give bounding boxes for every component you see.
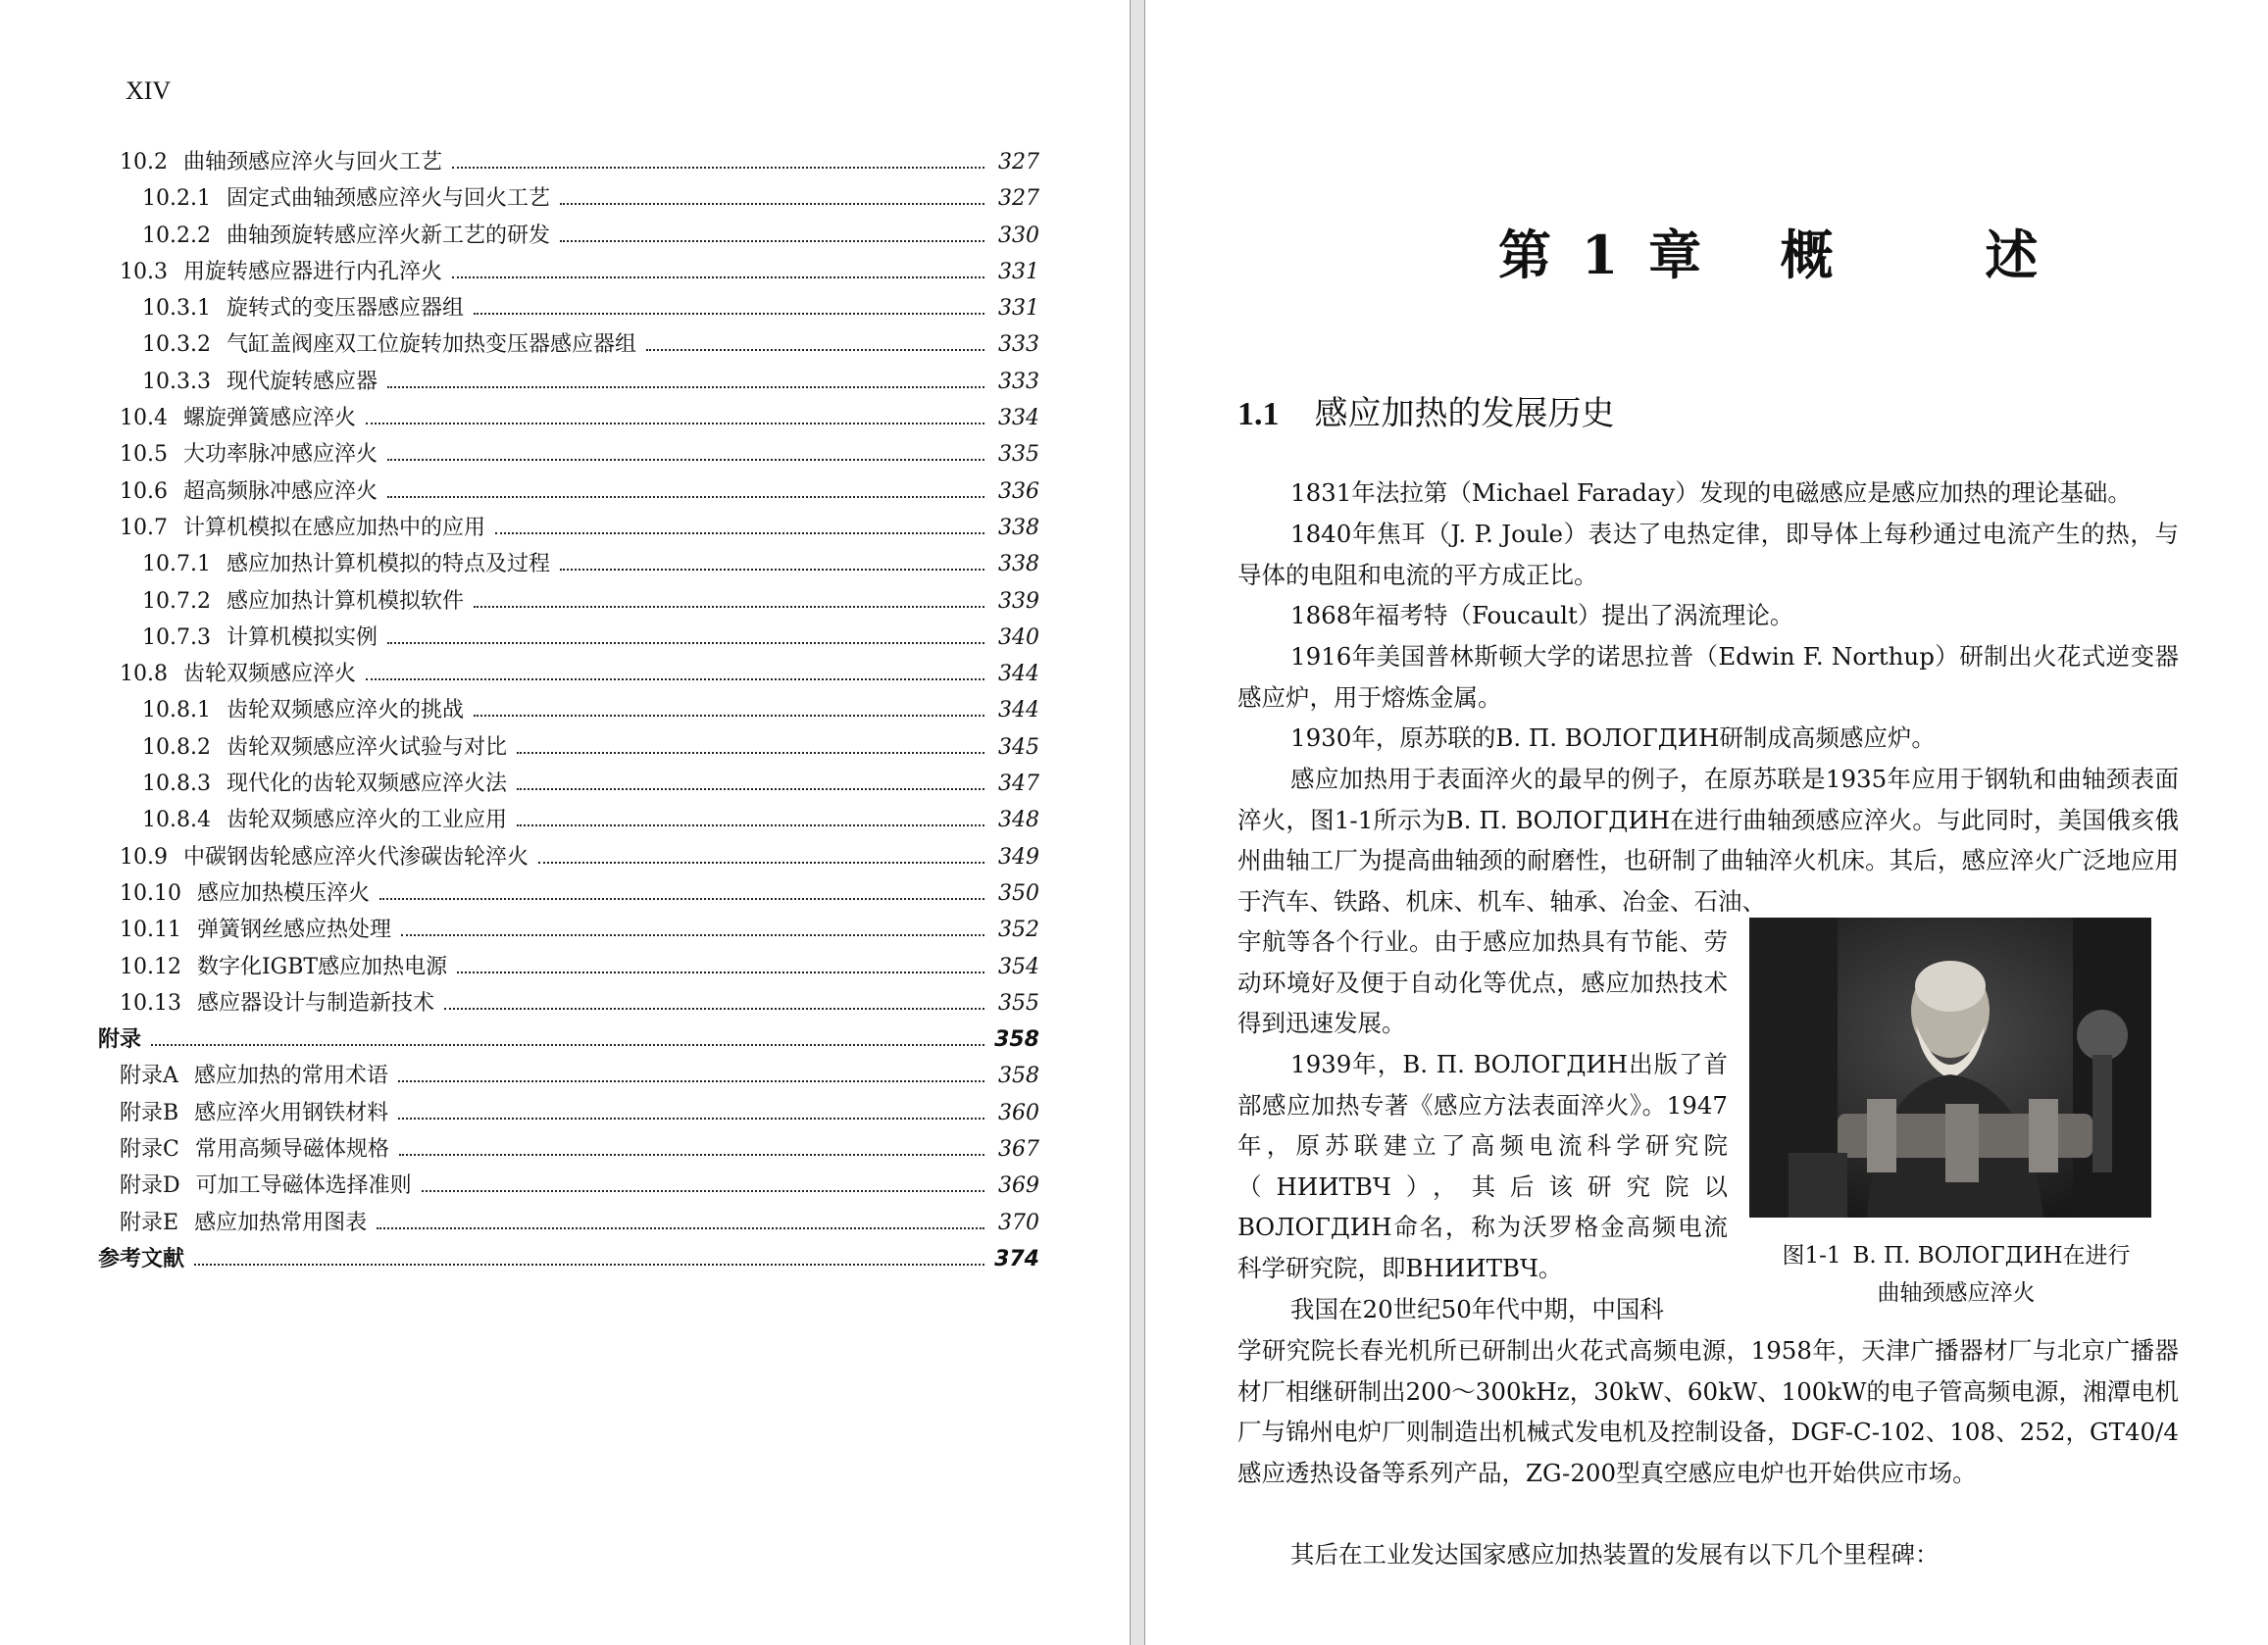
toc-leader-dots [422, 1190, 984, 1192]
toc-entry [98, 730, 1039, 767]
toc-entry-page: 338 [998, 552, 1039, 577]
toc-leader-dots [517, 788, 984, 790]
toc-entry-page: 349 [998, 844, 1039, 870]
chapter-title: 第 1 章 概 述 [1498, 224, 2044, 286]
toc-entry-page: 327 [998, 186, 1039, 212]
toc-entry-title: 感应加热计算机模拟的特点及过程 [226, 552, 550, 577]
paragraph-china-start: 我国在20世纪50年代中期，中国科 [1290, 1295, 1664, 1323]
toc-entry-page: 355 [998, 990, 1039, 1016]
paragraph-northup: 1916年美国普林斯顿大学的诺思拉普（Edwin F. Northup）研制出火花式逆变器感应炉，用于熔炼金属。 [1237, 642, 2179, 712]
toc-entry-page: 327 [998, 150, 1039, 174]
toc-entry-number: 10.5 [120, 442, 168, 468]
toc-leader-dots [474, 715, 984, 717]
toc-leader-dots [474, 606, 984, 608]
toc-entry [98, 437, 1039, 474]
toc-entry [98, 255, 1039, 291]
toc-leader-dots [452, 276, 984, 278]
toc-leader-dots [399, 1154, 984, 1156]
paragraph-1930: 1930年，原苏联的B. П. ВОЛОГДИН研制成高频感应炉。 [1290, 723, 1936, 752]
toc-leader-dots [387, 496, 984, 498]
toc-entry [98, 474, 1039, 511]
toc-entry-number: 10.4 [120, 406, 168, 431]
toc-leader-dots [646, 349, 984, 351]
toc-entry [98, 950, 1039, 986]
toc-leader-dots [194, 1264, 984, 1266]
toc-entry-title: 常用高频导磁体规格 [194, 1137, 389, 1163]
toc-entry [98, 840, 1039, 876]
toc-entry-number: 10.3.2 [142, 332, 211, 358]
toc-entry-number: 10.3.1 [142, 296, 211, 322]
toc-entry-number: 附录D [120, 1173, 180, 1199]
toc-entry-page: 334 [998, 406, 1039, 431]
toc-entry-number: 10.9 [120, 844, 168, 870]
toc-entry-title: 固定式曲轴颈感应淬火与回火工艺 [226, 186, 550, 212]
toc-entry-number: 10.8.3 [142, 772, 211, 797]
toc-entry [98, 584, 1039, 621]
toc-entry-number: 附录A [120, 1064, 178, 1089]
paragraph-milestones: 其后在工业发达国家感应加热装置的发展有以下几个里程碑： [1290, 1540, 1940, 1569]
toc-entry-title: 数字化IGBT感应加热电源 [196, 954, 448, 979]
toc-entry-page: 345 [998, 734, 1039, 760]
toc-entry-number: 附录E [120, 1210, 179, 1235]
toc-entry-page: 369 [998, 1173, 1039, 1199]
toc-entry-page: 331 [998, 296, 1039, 322]
toc-entry-title: 曲轴颈感应淬火与回火工艺 [182, 150, 442, 174]
toc-entry [98, 511, 1039, 547]
toc-entry [98, 365, 1039, 401]
toc-entry-page: 358 [998, 1064, 1039, 1089]
toc-entry [98, 1059, 1039, 1095]
toc-entry [98, 621, 1039, 657]
toc-entry-title: 参考文献 [98, 1246, 185, 1271]
toc-leader-dots [517, 752, 984, 754]
toc-leader-dots [151, 1044, 984, 1046]
toc-entry [98, 657, 1039, 693]
toc-entry-page: 333 [998, 332, 1039, 358]
left-page [0, 0, 1130, 1645]
toc-entry [98, 913, 1039, 949]
paragraph-foucault: 1868年福考特（Foucault）提出了涡流理论。 [1290, 601, 1794, 629]
toc-entry-title: 现代旋转感应器 [226, 369, 378, 394]
toc-entry-title: 感应加热的常用术语 [193, 1064, 388, 1089]
toc-leader-dots [366, 678, 984, 680]
toc-leader-dots [398, 1080, 984, 1082]
toc-leader-dots [366, 423, 984, 424]
toc-entry-title: 附录 [98, 1027, 142, 1053]
toc-leader-dots [387, 386, 984, 388]
toc-leader-dots [457, 972, 984, 973]
caption-line-1: B. П. ВОЛОГДИН在进行 [1852, 1243, 2131, 1269]
toc-leader-dots [452, 167, 984, 169]
section-title: 感应加热的发展历史 [1314, 394, 1615, 433]
toc-entry-number: 附录B [120, 1100, 179, 1125]
toc-entry-page: 347 [998, 772, 1039, 797]
toc-entry-title: 气缸盖阀座双工位旋转加热变压器感应器组 [226, 332, 636, 358]
toc-entry-title: 计算机模拟在感应加热中的应用 [182, 515, 485, 540]
toc-entry-page: 374 [994, 1246, 1039, 1271]
toc-leader-dots [495, 532, 984, 534]
toc-entry-title: 齿轮双频感应淬火 [182, 662, 356, 687]
section-number: 1.1 [1237, 396, 1280, 432]
toc-entry-page: 367 [998, 1137, 1039, 1163]
toc-entry-title: 曲轴颈旋转感应淬火新工艺的研发 [226, 223, 550, 248]
toc-entry-page: 348 [998, 808, 1039, 833]
toc-entry-number: 10.7.1 [142, 552, 211, 577]
toc-entry-page: 352 [998, 918, 1039, 943]
toc-entry-title: 计算机模拟实例 [226, 624, 378, 650]
paragraph-1939: 1939年，B. П. ВОЛОГДИН出版了首部感应加热专著《感应方法表面淬火》。1947年，原苏联建立了高频电流科学研究院（НИИТВЧ），其后该研究院以ВОЛОГДИН命名，称为沃罗格金高频电流科学研究院，即ВНИИТВЧ。 [1237, 1050, 1728, 1282]
toc-entry [98, 1206, 1039, 1242]
page-number: XIV [126, 76, 172, 105]
toc-entry-page: 339 [998, 588, 1039, 614]
toc-entry [98, 693, 1039, 729]
toc-entry-page: 340 [998, 624, 1039, 650]
caption-line-2: 曲轴颈感应淬火 [1877, 1280, 2036, 1306]
toc-entry-number: 10.11 [120, 918, 181, 943]
toc-entry [98, 1022, 1039, 1059]
toc-entry-number: 10.2.1 [142, 186, 211, 212]
toc-entry [98, 1242, 1039, 1279]
toc-entry-number: 10.10 [120, 880, 181, 906]
toc-entry-title: 超高频脉冲感应淬火 [182, 478, 378, 504]
toc-entry-number: 10.7.3 [142, 624, 211, 650]
toc-entry-title: 齿轮双频感应淬火的挑战 [226, 698, 464, 723]
toc-entry-page: 358 [994, 1027, 1039, 1053]
page-gutter [1130, 0, 1145, 1645]
toc-leader-dots [474, 313, 984, 315]
toc-entry [98, 219, 1039, 255]
toc-entry-number: 附录C [120, 1137, 179, 1163]
toc-entry-page: 330 [998, 223, 1039, 248]
toc-entry-title: 弹簧钢丝感应热处理 [196, 918, 391, 943]
toc-entry-page: 354 [998, 954, 1039, 979]
toc-entry-number: 10.3.3 [142, 369, 211, 394]
vologdin-photo-illustration [1749, 918, 2151, 1218]
toc-leader-dots [387, 642, 984, 644]
toc-entry-number: 10.12 [120, 954, 181, 979]
toc-entry-title: 感应加热常用图表 [194, 1210, 368, 1235]
toc-entry [98, 876, 1039, 913]
toc-entry-number: 10.6 [120, 478, 168, 504]
toc-entry-page: 344 [998, 698, 1039, 723]
table-of-contents [98, 145, 1039, 1279]
toc-entry-number: 10.8 [120, 662, 168, 687]
figure-caption [1765, 1237, 2147, 1312]
toc-leader-dots [444, 1008, 984, 1010]
toc-leader-dots [517, 824, 984, 826]
toc-entry-page: 335 [998, 442, 1039, 468]
toc-entry-page: 360 [998, 1100, 1039, 1125]
toc-entry-number: 10.3 [120, 259, 168, 284]
toc-entry-page: 333 [998, 369, 1039, 394]
toc-leader-dots [398, 1118, 984, 1120]
toc-entry-title: 中碳钢齿轮感应淬火代渗碳齿轮淬火 [182, 844, 529, 870]
toc-entry-title: 旋转式的变压器感应器组 [226, 296, 464, 322]
toc-entry-number: 10.8.4 [142, 808, 211, 833]
toc-entry-number: 10.7 [120, 515, 168, 540]
figure-photo [1749, 918, 2151, 1218]
toc-entry [98, 327, 1039, 364]
paragraph-faraday: 1831年法拉第（Michael Faraday）发现的电磁感应是感应加热的理论基础。 [1290, 478, 2132, 507]
toc-entry-page: 336 [998, 478, 1039, 504]
toc-entry [98, 291, 1039, 327]
toc-entry [98, 1096, 1039, 1132]
toc-entry-number: 10.2 [120, 150, 168, 174]
toc-entry-number: 10.7.2 [142, 588, 211, 614]
toc-leader-dots [560, 569, 984, 571]
toc-entry-page: 331 [998, 259, 1039, 284]
figure-number: 图1-1 [1782, 1243, 1841, 1269]
toc-entry-title: 感应加热模压淬火 [196, 880, 370, 906]
toc-entry-title: 感应器设计与制造新技术 [196, 990, 434, 1016]
toc-entry-title: 大功率脉冲感应淬火 [182, 442, 378, 468]
toc-entry [98, 401, 1039, 437]
paragraph-joule: 1840年焦耳（J. P. Joule）表达了电热定律，即导体上每秒通过电流产生的热，与导体的电阻和电流的平方成正比。 [1237, 520, 2179, 589]
toc-entry [98, 1132, 1039, 1169]
paragraph-china: 学研究院长春光机所已研制出火花式高频电源，1958年，天津广播器材厂与北京广播器材厂相继研制出200～300kHz，30kW、60kW、100kW的电子管高频电源，湘潭电机厂与锦州电炉厂则制造出机械式发电机及控制设备，DGF-C-102、108、252，GT40/4感应透热设备等系列产品，ZG-200型真空感应电炉也开始供应市场。 [1237, 1336, 2179, 1487]
toc-leader-dots [538, 862, 984, 864]
toc-leader-dots [377, 1227, 984, 1229]
toc-leader-dots [379, 898, 984, 900]
toc-entry-number: 10.8.1 [142, 698, 211, 723]
paragraph-surface-hardening: 感应加热用于表面淬火的最早的例子，在原苏联是1935年应用于钢轨和曲轴颈表面淬火，图1-1所示为B. П. ВОЛОГДИН在进行曲轴颈感应淬火。与此同时，美国俄亥俄州曲轴工厂为提高曲轴颈的耐磨性，也研制了曲轴淬火机床。其后，感应淬火广泛地应用于汽车、铁路、机床、机车、轴承、冶金、石油、 [1237, 765, 2179, 916]
toc-entry [98, 1169, 1039, 1205]
toc-entry-page: 344 [998, 662, 1039, 687]
toc-entry [98, 767, 1039, 803]
toc-entry-title: 现代化的齿轮双频感应淬火法 [226, 772, 507, 797]
toc-entry-number: 10.8.2 [142, 734, 211, 760]
toc-entry-title: 感应淬火用钢铁材料 [194, 1100, 389, 1125]
toc-leader-dots [387, 459, 984, 461]
toc-entry [98, 145, 1039, 181]
toc-entry [98, 547, 1039, 583]
toc-entry-page: 338 [998, 515, 1039, 540]
toc-entry-title: 齿轮双频感应淬火的工业应用 [226, 808, 507, 833]
toc-entry-title: 可加工导磁体选择准则 [195, 1173, 412, 1199]
section-heading [1237, 386, 1615, 434]
toc-entry-title: 螺旋弹簧感应淬火 [182, 406, 356, 431]
toc-entry-page: 350 [998, 880, 1039, 906]
paragraph-industries: 宇航等各个行业。由于感应加热具有节能、劳动环境好及便于自动化等优点，感应加热技术得到迅速发展。 [1237, 927, 1728, 1038]
toc-entry-number: 10.13 [120, 990, 181, 1016]
toc-entry-title: 用旋转感应器进行内孔淬火 [182, 259, 442, 284]
toc-leader-dots [560, 203, 984, 205]
toc-entry-page: 370 [998, 1210, 1039, 1235]
toc-entry-number: 10.2.2 [142, 223, 211, 248]
toc-leader-dots [560, 240, 984, 242]
toc-entry [98, 803, 1039, 839]
toc-entry [98, 986, 1039, 1022]
toc-entry-title: 感应加热计算机模拟软件 [226, 588, 464, 614]
toc-entry [98, 181, 1039, 218]
toc-leader-dots [401, 934, 984, 936]
toc-entry-title: 齿轮双频感应淬火试验与对比 [226, 734, 507, 760]
